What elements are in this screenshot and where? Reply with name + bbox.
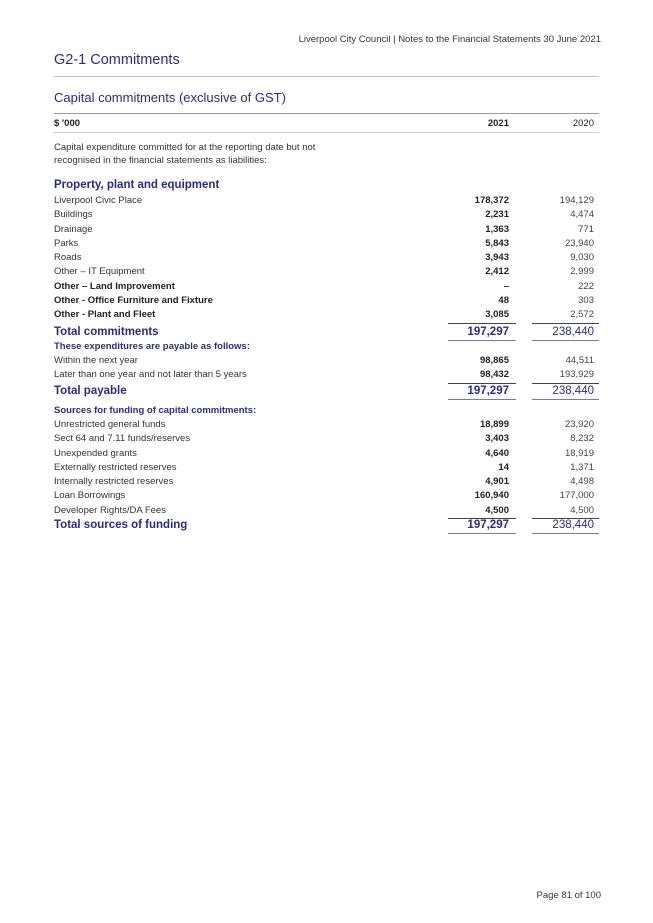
table-row: Liverpool Civic Place 178,372 194,129 (54, 195, 594, 206)
table-row: Internally restricted reserves 4,901 4,498 (54, 476, 594, 488)
unit-label: $ '000 (54, 118, 81, 129)
page-number: Page 81 of 100 (536, 890, 601, 901)
intro-note (54, 141, 315, 167)
column-2021: 2021 (487, 118, 509, 129)
table-row: Developer Rights/DA Fees 4,500 4,500 (54, 504, 594, 516)
table-row: Loan Borrowings 160,940 177,000 (54, 490, 594, 502)
total-row: Total sources of funding 197,297 238,440 (54, 519, 594, 531)
table-row: Externally restricted reserves 14 1,371 (54, 461, 594, 473)
table-row: Roads 3,943 9,030 (54, 252, 594, 264)
table-row: Parks 5,843 23,940 (54, 237, 594, 249)
table-top-rule (54, 113, 599, 114)
total-rule-2020 (532, 340, 599, 341)
total-rule-2021 (448, 533, 516, 534)
table-row: Buildings 2,231 4,474 (54, 209, 594, 221)
funding-rows (54, 418, 599, 518)
table-row: Other - Plant and Fleet 3,085 2,572 (54, 309, 594, 321)
header-bottom-rule (54, 132, 599, 133)
intro-note-line-1: Capital expenditure committed for at the reporting date but not (54, 142, 316, 153)
table-row: Unrestricted general funds 18,899 23,920 (54, 419, 594, 430)
total-row: Total commitments 197,297 238,440 (54, 326, 594, 338)
intro-note-line-2: recognised in the financial statements as liabilities: (54, 155, 267, 166)
table-row: Other – IT Equipment 2,412 2,999 (54, 266, 594, 278)
ppe-total (54, 324, 599, 340)
total-rule-2020 (532, 399, 599, 400)
payable-heading: These expenditures are payable as follows: (54, 341, 250, 352)
table-row: Sect 64 and 7.11 funds/reserves 3,403 8,232 (54, 433, 594, 445)
column-2020: 2020 (572, 118, 594, 129)
table-row: Drainage 1,363 771 (54, 223, 594, 235)
table-row: Later than one year and not later than 5 years 98,432 193,929 (54, 369, 594, 381)
page-header: Liverpool City Council | Notes to the Financial Statements 30 June 2021 (298, 34, 601, 45)
table-row: Other – Land Improvement – 222 (54, 280, 594, 292)
title-divider (54, 76, 599, 77)
ppe-rows (54, 194, 599, 323)
page-title: G2-1 Commitments (54, 52, 180, 68)
section-subtitle: Capital commitments (exclusive of GST) (54, 90, 286, 105)
total-row: Total payable 197,297 238,440 (54, 385, 594, 397)
total-rule-2020 (532, 533, 599, 534)
total-rule-2021 (448, 340, 516, 341)
column-header-row (54, 118, 599, 132)
funding-heading: Sources for funding of capital commitments: (54, 405, 257, 416)
ppe-heading: Property, plant and equipment (54, 179, 220, 191)
payable-rows (54, 354, 599, 383)
funding-total (54, 517, 599, 533)
total-rule-2021 (448, 399, 516, 400)
table-row: Other - Office Furniture and Fixture 48 303 (54, 295, 594, 307)
table-row: Unexpended grants 4,640 18,919 (54, 447, 594, 459)
payable-total (54, 383, 599, 399)
table-row: Within the next year 98,865 44,511 (54, 355, 594, 366)
